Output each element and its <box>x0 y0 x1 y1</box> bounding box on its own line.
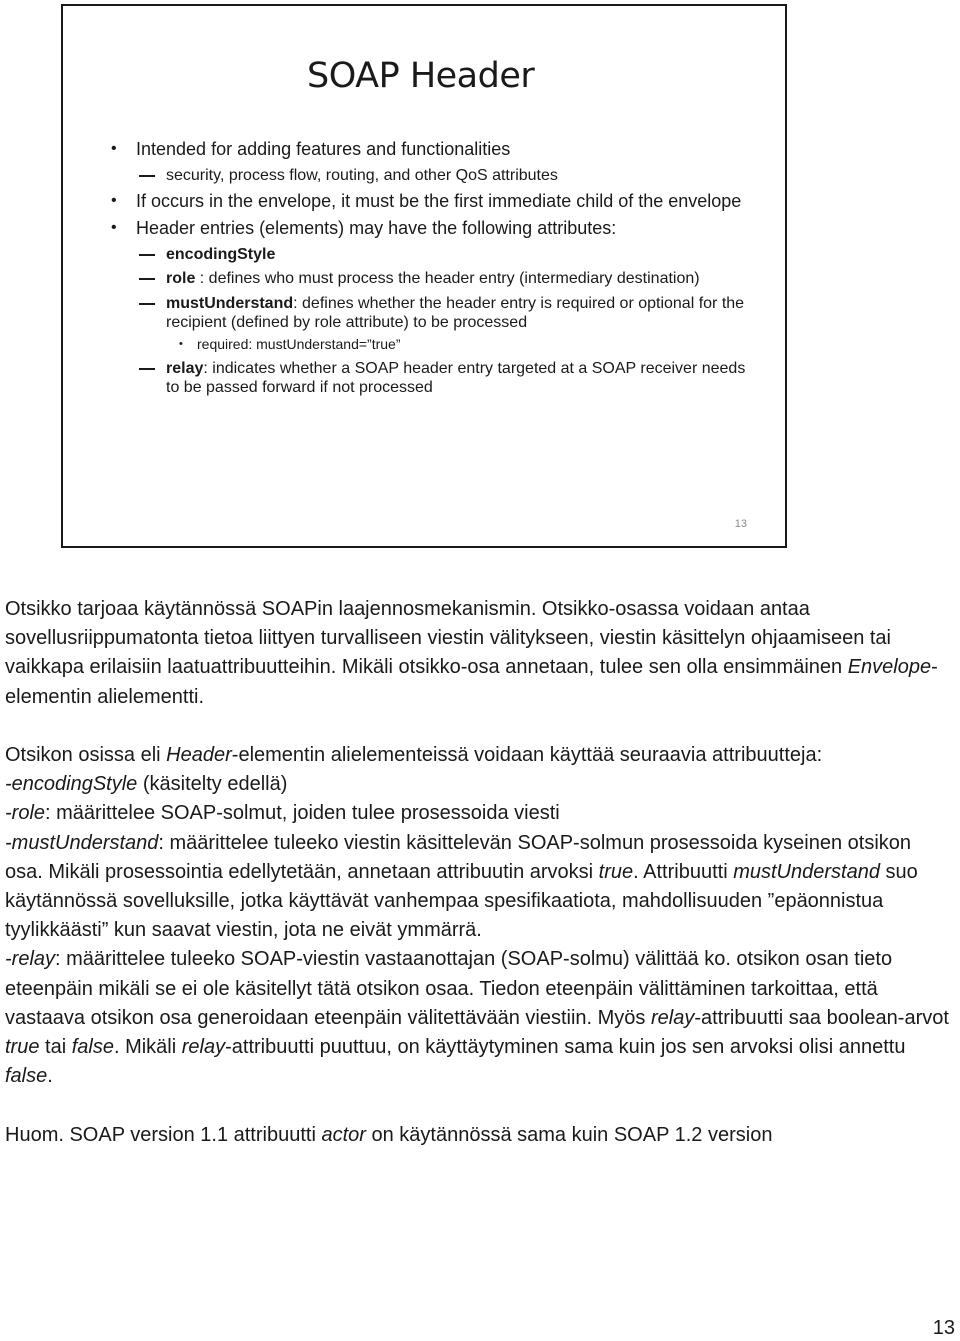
sub-bullet-item <box>111 166 751 186</box>
notes-text: -elementin alielementti. <box>5 656 938 708</box>
notes-text: . <box>47 1065 53 1088</box>
notes-text: : määrittelee tuleeko viestin käsittelevän SOAP-solmun prosessoida kyseinen otsikon osa. Mikäli prosessointia edellytetään, annetaan attribuutin arvoksi <box>5 831 912 883</box>
page-number: 13 <box>932 1317 955 1339</box>
notes-paragraph <box>5 595 950 712</box>
notes-text: suo käytännössä sovelluksille, jotka käyttävät vanhempaa spesifikaatiota, mahdollisuuden ”epäonnistua tyylikkäästi” kun saavat viestin, jota ne eivät ymmärrä. <box>5 860 918 942</box>
notes-line-encodingstyle <box>5 770 950 799</box>
bullet-item <box>111 189 751 213</box>
notes-emphasis: false <box>5 1065 48 1088</box>
sub-bullet-item <box>111 359 751 398</box>
notes-text: Otsikko tarjoaa käytännössä SOAPin laajennosmekanismin. Otsikko-osassa voidaan antaa sovellusriippumatonta tietoa liittyen turvalliseen viestin välitykseen, viestin käsittelyn ohjaamiseen tai vaikkapa erilaisiin laatuattribuutteihin. Mikäli otsikko-osa annetaan, tulee sen olla ensimmäinen <box>5 598 891 679</box>
bullet-text: Intended for adding features and functionalities <box>136 139 511 159</box>
attribute-name: relay <box>166 359 204 377</box>
notes-line-mustunderstand <box>5 829 950 946</box>
dash-icon <box>139 278 155 280</box>
bullet-text: : indicates whether a SOAP header entry targeted at a SOAP receiver needs to be passed forward if not processed <box>166 359 746 396</box>
notes-emphasis: relay <box>650 1006 695 1029</box>
notes-emphasis: -encodingStyle <box>5 773 138 796</box>
notes-emphasis: -mustUnderstand <box>5 831 159 854</box>
slide-frame <box>61 4 787 548</box>
notes-line-relay <box>5 945 950 1091</box>
bullet-icon: • <box>111 218 117 236</box>
dash-icon <box>139 368 155 370</box>
attribute-name: mustUnderstand <box>166 294 294 312</box>
notes-emphasis: true <box>598 860 634 883</box>
attribute-name: encodingStyle <box>166 245 276 263</box>
notes-text: Otsikon osissa eli <box>5 744 167 766</box>
notes-text: tai <box>39 1036 72 1059</box>
notes-text: (käsitelty edellä) <box>137 773 288 796</box>
bullet-text: If occurs in the envelope, it must be the first immediate child of the envelope <box>136 190 742 211</box>
notes-emphasis: -relay <box>5 948 56 971</box>
notes-emphasis: -role <box>5 802 46 825</box>
notes-emphasis: Header <box>166 744 232 766</box>
notes-body <box>5 595 950 1150</box>
sub-sub-bullet-item <box>111 335 751 354</box>
sub-bullet-item <box>111 294 751 333</box>
bullet-text: : defines who must process the header entry (intermediary destination) <box>195 270 700 287</box>
bullet-text: required: mustUnderstand=”true” <box>197 335 401 352</box>
bullet-icon: • <box>111 191 117 209</box>
slide-title: SOAP Header <box>307 56 535 96</box>
bullet-item <box>111 216 751 240</box>
bullet-text: : defines whether the header entry is required or optional for the recipient (defined by role attribute) to be processed <box>166 294 745 331</box>
dash-icon <box>139 254 155 256</box>
notes-text: : määrittelee tuleeko SOAP-viestin vastaanottajan (SOAP-solmu) välittää ko. otsikon osan tieto eteenpäin mikäli se ei ole käsitellyt tätä otsikon osaa. Tiedon eteenpäin välittäminen tarkoittaa, että vastaava otsikon osa generoidaan eteenpäin välitettävään viestiin. Myös <box>5 948 893 1029</box>
bullet-text: security, process flow, routing, and other QoS attributes <box>166 167 558 184</box>
bullet-icon: • <box>179 337 183 350</box>
notes-emphasis: false <box>71 1036 114 1059</box>
notes-text: . Attribuutti <box>633 860 734 883</box>
sub-bullet-item <box>111 245 751 265</box>
slide-bullet-list <box>111 134 751 398</box>
bullet-text: Header entries (elements) may have the following attributes: <box>136 217 617 238</box>
notes-remark <box>5 1121 950 1150</box>
notes-text: . Mikäli <box>113 1036 182 1059</box>
notes-text: -elementin alielementeissä voidaan käyttää seuraavia attribuutteja: <box>231 744 823 766</box>
slide-number: 13 <box>734 518 747 530</box>
dash-icon <box>139 303 155 305</box>
bullet-icon: • <box>111 140 117 157</box>
notes-text: : määrittelee SOAP-solmut, joiden tulee prosessoida viesti <box>45 802 560 825</box>
notes-paragraph <box>5 741 950 770</box>
attribute-name: role <box>166 270 196 287</box>
notes-text: on käytännössä sama kuin SOAP 1.2 version <box>365 1123 773 1146</box>
notes-text: -attribuutti puuttuu, on käyttäytyminen sama kuin jos sen arvoksi olisi annettu <box>225 1036 906 1059</box>
dash-icon <box>139 175 155 177</box>
bullet-item <box>111 137 751 161</box>
notes-text: Huom. SOAP version 1.1 attribuutti <box>5 1123 322 1146</box>
notes-line-role <box>5 799 950 828</box>
notes-text: -attribuutti saa boolean-arvot <box>694 1006 949 1029</box>
notes-emphasis: mustUnderstand <box>733 860 880 883</box>
notes-emphasis: Envelope <box>847 656 932 679</box>
notes-emphasis: actor <box>321 1123 366 1146</box>
sub-bullet-item <box>111 269 751 289</box>
notes-emphasis: relay <box>181 1036 226 1059</box>
notes-emphasis: true <box>5 1036 40 1059</box>
